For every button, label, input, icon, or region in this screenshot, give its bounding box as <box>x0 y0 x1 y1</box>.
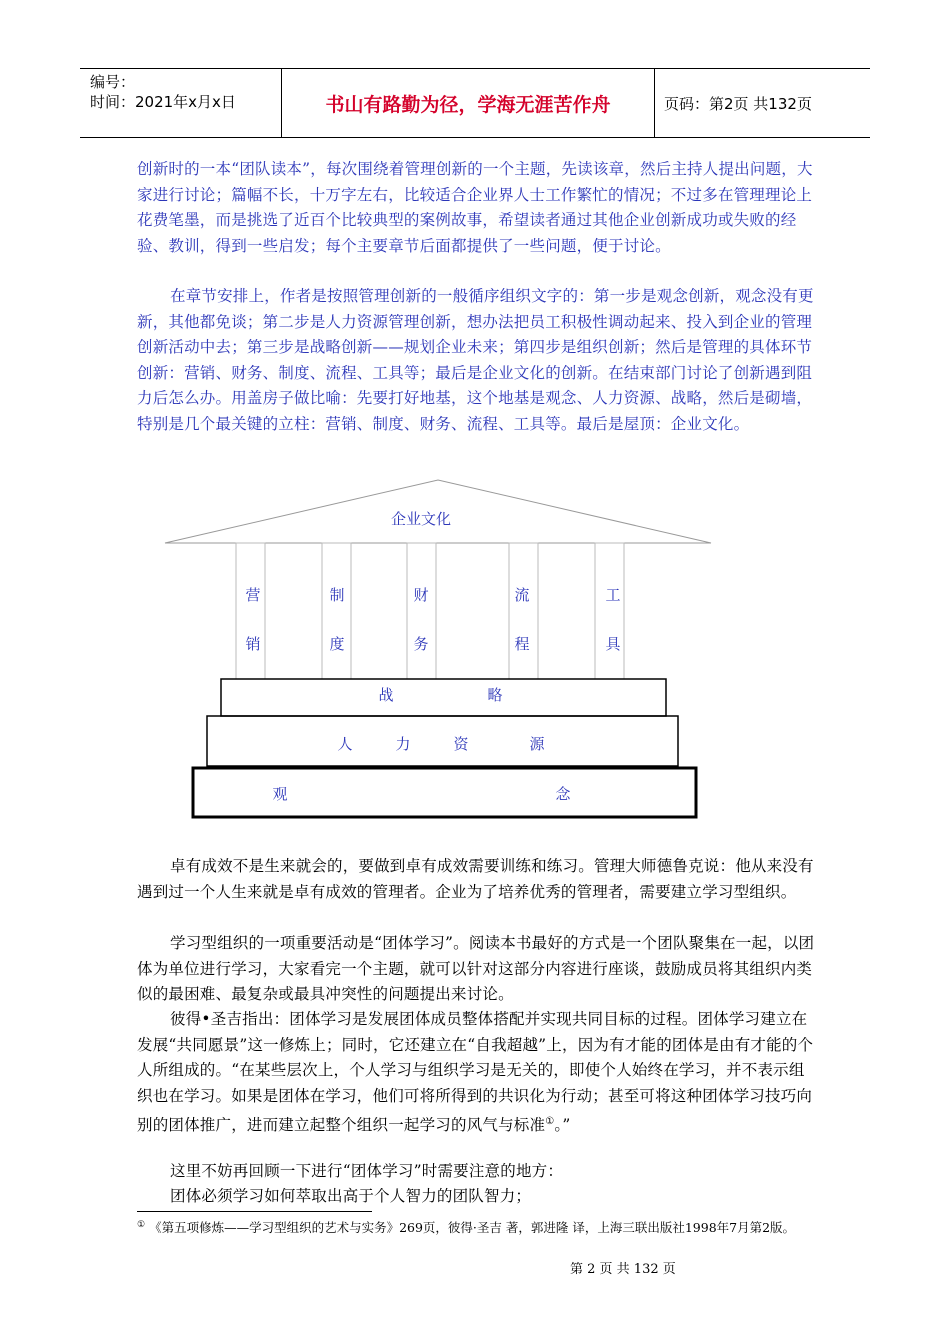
pillar-3-bottom: 务 <box>413 635 429 653</box>
footnote-text: 《第五项修炼——学习型组织的艺术与实务》269页，彼得·圣吉 著，郭进隆 译，上海三联出版社1998年7月第2版。 <box>149 1220 796 1236</box>
concept-char-2: 念 <box>555 785 571 803</box>
tier-human-resources <box>207 716 678 766</box>
pillar-1 <box>236 543 265 679</box>
hr-char-1: 人 <box>337 735 353 753</box>
roof-label: 企业文化 <box>390 510 452 528</box>
header-motto: 书山有路勤为径，学海无涯苦作舟 <box>282 69 655 137</box>
header-meta <box>80 69 282 137</box>
footnote-mark: ① <box>137 1220 146 1230</box>
strategy-char-2: 略 <box>487 686 503 704</box>
pillar-2-bottom: 度 <box>329 635 345 653</box>
concept-char-1: 观 <box>272 785 288 803</box>
paragraph-4: 学习型组织的一项重要活动是“团体学习”。阅读本书最好的方式是一个团队聚集在一起，以团体为单位进行学习，大家看完一个主题，就可以针对这部分内容进行座谈，鼓励成员将其组织内类似的最困难、最复杂或最具冲突性的问题提出来讨论。 <box>137 934 815 1003</box>
header-page-label: 页码：第2页 共132页 <box>664 94 812 113</box>
hr-char-2: 力 <box>395 735 411 753</box>
pillar-1-bottom: 销 <box>245 635 261 653</box>
pillar-3 <box>407 543 436 679</box>
tier-strategy <box>221 679 666 716</box>
paragraph-5-text: 彼得•圣吉指出：团体学习是发展团体成员整体搭配并实现共同目标的过程。团体学习建立在发展“共同愿景”这一修炼上；同时，它还建立在“自我超越”上，因为有才能的团体是由有才能的个人所组成的。“在某些层次上，个人学习与组织学习是无关的，即使个人始终在学习，并不表示组织也在学习。如果是团体在学习，他们可将所得到的共识化为行动；甚至可将这种团体学习技巧向别的团体推广，进而建立起整个组织一起学习的风气与标准 <box>137 1010 814 1135</box>
page-number: 第 2 页 共 132 页 <box>570 1262 676 1277</box>
hr-char-4: 源 <box>529 735 545 753</box>
doc-number-label: 编号： <box>90 73 136 91</box>
pillar-4-top: 流 <box>514 586 530 604</box>
footnote <box>137 1216 817 1237</box>
paragraph-7: 团体必须学习如何萃取出高于个人智力的团队智力； <box>170 1187 532 1205</box>
paragraph-2: 在章节安排上，作者是按照管理创新的一般循序组织文字的：第一步是观念创新，观念没有更新，其他都免谈；第二步是人力资源管理创新，想办法把员工积极性调动起来、投入到企业的管理创新活动中去；第三步是战略创新——规划企业未来；第四步是组织创新；然后是管理的具体环节创新：营销、财务、制度、流程、工具等；最后是企业文化的创新。在结束部门讨论了创新遇到阻力后怎么办。用盖房子做比喻：先要打好地基，这个地基是观念、人力资源、战略，然后是砌墙，特别是几个最关键的立柱：营销、制度、财务、流程、工具等。最后是屋顶：企业文化。 <box>137 287 814 433</box>
footnote-ref: ① <box>545 1116 555 1127</box>
pillar-5 <box>595 543 624 679</box>
pillar-3-top: 财 <box>413 586 429 604</box>
pillar-5-top: 工 <box>605 586 621 604</box>
pillar-2 <box>322 543 351 679</box>
pillar-4-bottom: 程 <box>514 635 530 653</box>
pillars <box>236 543 624 679</box>
hr-char-3: 资 <box>453 735 469 753</box>
paragraph-5 <box>137 1007 817 1139</box>
paragraph-3: 卓有成效不是生来就会的，要做到卓有成效需要训练和练习。管理大师德鲁克说：他从来没有遇到过一个人生来就是卓有成效的管理者。企业为了培养优秀的管理者，需要建立学习型组织。 <box>137 857 814 901</box>
pillar-1-top: 营 <box>245 586 261 604</box>
pillar-2-top: 制 <box>329 586 345 604</box>
paragraph-1: 创新时的一本“团队读本”，每次围绕着管理创新的一个主题，先读该章，然后主持人提出问题，大家进行讨论；篇幅不长，十万字左右，比较适合企业界人士工作繁忙的情况；不过多在管理理论上花费笔墨，而是挑选了近百个比较典型的案例故事，希望读者通过其他企业创新成功或失败的经验、教训，得到一些启发；每个主要章节后面都提供了一些问题，便于讨论。 <box>137 160 813 255</box>
paragraph-5-end: 。” <box>554 1116 571 1135</box>
doc-time-label: 时间：2021年x月x日 <box>90 93 236 111</box>
page-header <box>80 68 870 138</box>
paragraph-6: 这里不妨再回顾一下进行“团体学习”时需要注意的地方： <box>170 1162 564 1180</box>
management-innovation-diagram <box>163 478 713 823</box>
strategy-char-1: 战 <box>378 686 394 704</box>
footnote-divider <box>137 1211 372 1212</box>
pillar-5-bottom: 具 <box>605 635 621 653</box>
tier-concept <box>193 768 696 817</box>
pillar-4 <box>509 543 538 679</box>
